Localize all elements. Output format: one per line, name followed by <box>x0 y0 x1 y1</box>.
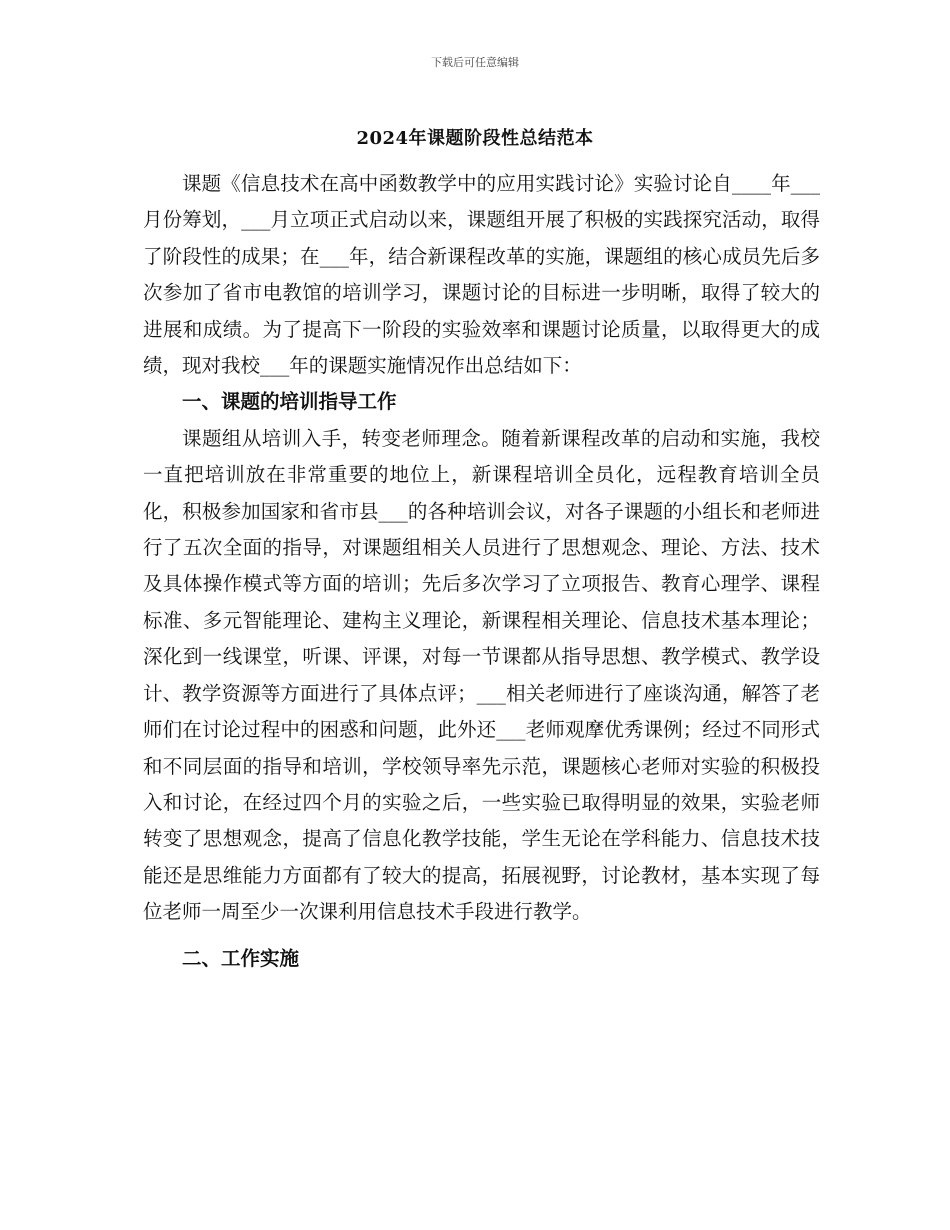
section-gap <box>143 931 820 941</box>
document-body <box>143 166 820 977</box>
document-title: 2024年课题阶段性总结范本 <box>356 128 594 149</box>
page-header-note: 下载后可任意编辑 <box>431 56 519 69</box>
section-heading-training: 一、课题的培训指导工作 <box>182 390 397 414</box>
training-paragraph: 课题组从培训入手，转变老师理念。随着新课程改革的启动和实施，我校一直把培训放在非常重要的地位上，新课程培训全员化，远程教育培训全员化，积极参加国家和省市县___的各种培训会议，对各子课题的小组长和老师进行了五次全面的指导，对课题组相关人员进行了思想观念、理论、方法、技术及具体操作模式等方面的培训；先后多次学习了立项报告、教育心理学、课程标准、多元智能理论、建构主义理论，新课程相关理论、信息技术基本理论；深化到一线课堂，听课、评课，对每一节课都从指导思想、教学模式、教学设计、教学资源等方面进行了具体点评；___相关老师进行了座谈沟通，解答了老师们在讨论过程中的困惑和问题，此外还___老师观摩优秀课例；经过不同形式和不同层面的指导和培训，学校领导率先示范，课题核心老师对实验的积极投入和讨论，在经过四个月的实验之后，一些实验已取得明显的效果，实验老师转变了思想观念，提高了信息化教学技能，学生无论在学科能力、信息技术技能还是思维能力方面都有了较大的提高，拓展视野，讨论教材，基本实现了每位老师一周至少一次课利用信息技术手段进行教学。 <box>143 426 820 924</box>
intro-paragraph: 课题《信息技术在高中函数教学中的应用实践讨论》实验讨论自____年___月份筹划，___月立项正式启动以来，课题组开展了积极的实践探究活动，取得了阶段性的成果；在___年，结合新课程改革的实施，课题组的核心成员先后多次参加了省市电教馆的培训学习，课题讨论的目标进一步明晰，取得了较大的进展和成绩。为了提高下一阶段的实验效率和课题讨论质量，以取得更大的成绩，现对我校___年的课题实施情况作出总结如下： <box>143 172 820 378</box>
section-heading-implementation: 二、工作实施 <box>182 946 300 970</box>
